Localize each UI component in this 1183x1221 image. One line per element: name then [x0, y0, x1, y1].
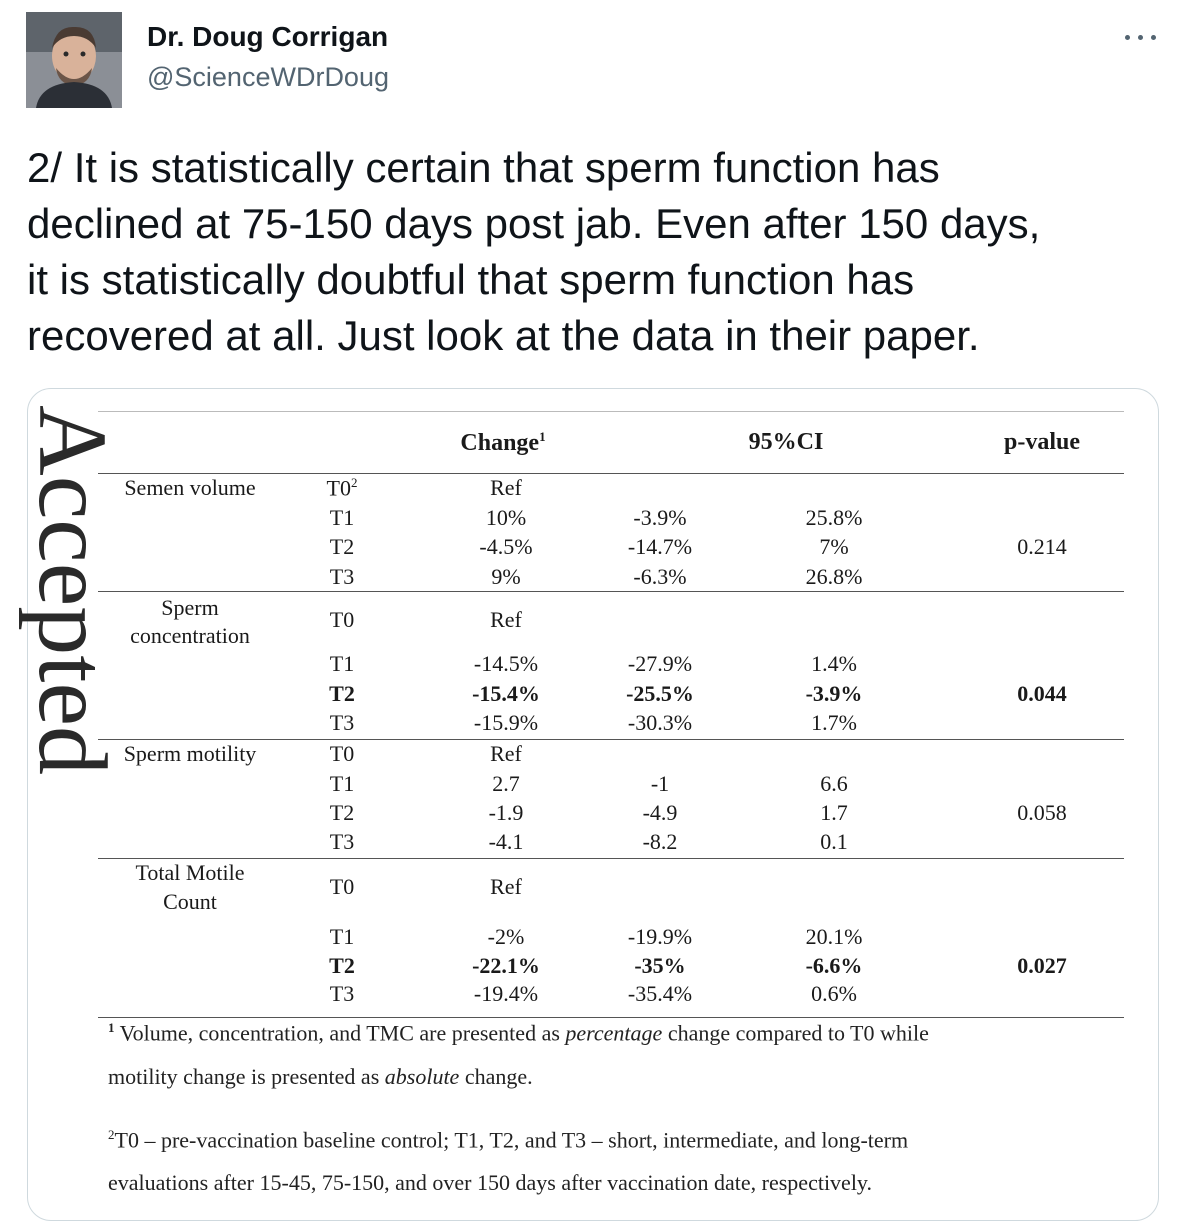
time-label: T2: [329, 681, 355, 706]
time-cell: [330, 741, 354, 767]
time-cell: [330, 874, 354, 900]
time-label: T1: [329, 651, 355, 676]
row-group-label: concentration: [130, 623, 250, 648]
time-cell: [329, 953, 355, 979]
results-table: [28, 389, 1158, 1220]
author-name[interactable]: Dr. Doug Corrigan: [147, 21, 389, 52]
ci-high-cell: -6.6%: [805, 953, 863, 978]
ci-low-cell: -35%: [634, 953, 686, 978]
time-label: T3: [329, 710, 355, 735]
ci-high-cell: 26.8%: [805, 564, 863, 589]
header-pvalue: p-value: [1003, 429, 1081, 455]
more-dot: [1125, 35, 1130, 40]
time-label: T0: [329, 741, 355, 766]
ci-high-cell: 0.1: [820, 829, 848, 854]
time-cell: [330, 651, 354, 677]
time-cell: [330, 924, 354, 950]
p-value-cell: 0.058: [1017, 800, 1067, 825]
ci-low-cell: -35.4%: [627, 981, 693, 1006]
ci-low-cell: -1: [650, 771, 670, 796]
group-separator: [98, 858, 1124, 859]
ci-high-cell: 1.7%: [811, 710, 857, 735]
change-cell: 9%: [491, 564, 521, 589]
change-cell: Ref: [490, 607, 522, 632]
ci-high-cell: 0.6%: [811, 981, 857, 1006]
row-group-label: Count: [163, 889, 217, 914]
ci-high-cell: 1.4%: [811, 651, 857, 676]
time-label: T0: [329, 607, 355, 632]
table-bottom-rule: [98, 1017, 1124, 1018]
change-cell: 2.7: [492, 771, 520, 796]
time-label: T0: [326, 475, 351, 501]
tweet-text: [27, 140, 1162, 364]
footnote-2-line-1: $^2$T0 – pre-vaccination baseline control; T1, T2, and T3 – short, intermediate, and long-term: [108, 1127, 909, 1153]
time-label: T3: [329, 981, 355, 1006]
ci-high-cell: -3.9%: [805, 681, 863, 706]
change-cell: -4.1: [488, 829, 524, 854]
change-cell: -19.4%: [473, 981, 539, 1006]
group-separator: [98, 739, 1124, 740]
ci-low-cell: -30.3%: [627, 710, 693, 735]
time-cell: [330, 800, 354, 826]
avatar-image: [26, 12, 122, 108]
ci-high-cell: 25.8%: [805, 505, 863, 530]
change-cell: Ref: [490, 874, 522, 899]
table-top-rule: [98, 411, 1124, 412]
ci-low-cell: -27.9%: [627, 651, 693, 676]
more-options-icon[interactable]: [1122, 22, 1162, 52]
footnote-2-line-2: evaluations after 15-45, 75-150, and over 150 days after vaccination date, respectively.: [108, 1170, 873, 1195]
ci-low-cell: -6.3%: [633, 564, 687, 589]
ci-low-cell: -8.2: [642, 829, 678, 854]
change-cell: -14.5%: [473, 651, 539, 676]
tweet-line: recovered at all. Just look at the data in their paper.: [27, 312, 980, 359]
ci-high-cell: 6.6: [820, 771, 848, 796]
time-cell: [329, 681, 355, 707]
ci-high-cell: 7%: [819, 534, 849, 559]
time-label: T3: [329, 564, 355, 589]
time-cell: [330, 710, 354, 736]
time-label: T3: [329, 829, 355, 854]
ci-low-cell: -25.5%: [626, 681, 694, 706]
table-header-rule: [98, 473, 1124, 474]
tweet-line: it is statistically doubtful that sperm function has: [27, 256, 915, 303]
tweet-line: declined at 75-150 days post jab. Even after 150 days,: [27, 200, 1041, 247]
change-cell: -22.1%: [472, 953, 540, 978]
avatar[interactable]: [26, 12, 122, 108]
time-label: T2: [329, 953, 355, 978]
tweet-media-image[interactable]: [18, 388, 1159, 1221]
group-separator: [98, 591, 1124, 592]
change-cell: -2%: [487, 924, 525, 949]
change-cell: -4.5%: [479, 534, 533, 559]
more-dot: [1151, 35, 1156, 40]
change-cell: -1.9: [488, 800, 524, 825]
ci-low-cell: -19.9%: [627, 924, 693, 949]
header-ci: 95%CI: [748, 429, 824, 455]
header-change: Change$^1$: [460, 429, 546, 456]
time-cell: [330, 505, 354, 531]
change-cell: Ref: [490, 741, 522, 766]
time-label: T2: [329, 800, 355, 825]
row-group-label: Total Motile: [135, 860, 245, 885]
watermark-text: Accepted: [18, 405, 126, 775]
time-label: T1: [329, 924, 355, 949]
row-group-label: Sperm motility: [123, 741, 257, 766]
time-cell: [330, 607, 354, 633]
footnote-1-line-2: motility change is presented as absolute change.: [108, 1064, 533, 1089]
p-value-cell: 0.214: [1017, 534, 1067, 559]
time-label: T1: [329, 771, 355, 796]
ci-high-cell: 1.7: [820, 800, 848, 825]
ci-low-cell: -3.9%: [633, 505, 687, 530]
author-handle[interactable]: @ScienceWDrDoug: [147, 62, 389, 92]
p-value-cell: 0.044: [1017, 681, 1067, 706]
row-group-label: Semen volume: [124, 475, 256, 500]
ci-low-cell: -14.7%: [627, 534, 693, 559]
change-cell: -15.9%: [473, 710, 539, 735]
change-cell: 10%: [485, 505, 527, 530]
time-cell: [330, 564, 354, 590]
time-cell: [330, 771, 354, 797]
ci-low-cell: -4.9: [642, 800, 678, 825]
time-cell: [330, 829, 354, 855]
footnote-marker: 2: [350, 475, 358, 490]
change-cell: Ref: [490, 475, 522, 500]
footnote-1-line-1: $^1$ Volume, concentration, and TMC are presented as percentage change compared to T0 while: [108, 1020, 929, 1046]
tweet-line: 2/ It is statistically certain that sperm function has: [27, 144, 940, 191]
time-cell: [330, 534, 354, 560]
time-cell: [327, 475, 358, 501]
time-label: T2: [329, 534, 355, 559]
row-group-label: Sperm: [161, 595, 219, 620]
p-value-cell: 0.027: [1017, 953, 1067, 978]
time-label: T0: [329, 874, 355, 899]
more-dot: [1138, 35, 1143, 40]
change-cell: -15.4%: [472, 681, 540, 706]
time-label: T1: [329, 505, 355, 530]
ci-high-cell: 20.1%: [805, 924, 863, 949]
time-cell: [330, 981, 354, 1007]
